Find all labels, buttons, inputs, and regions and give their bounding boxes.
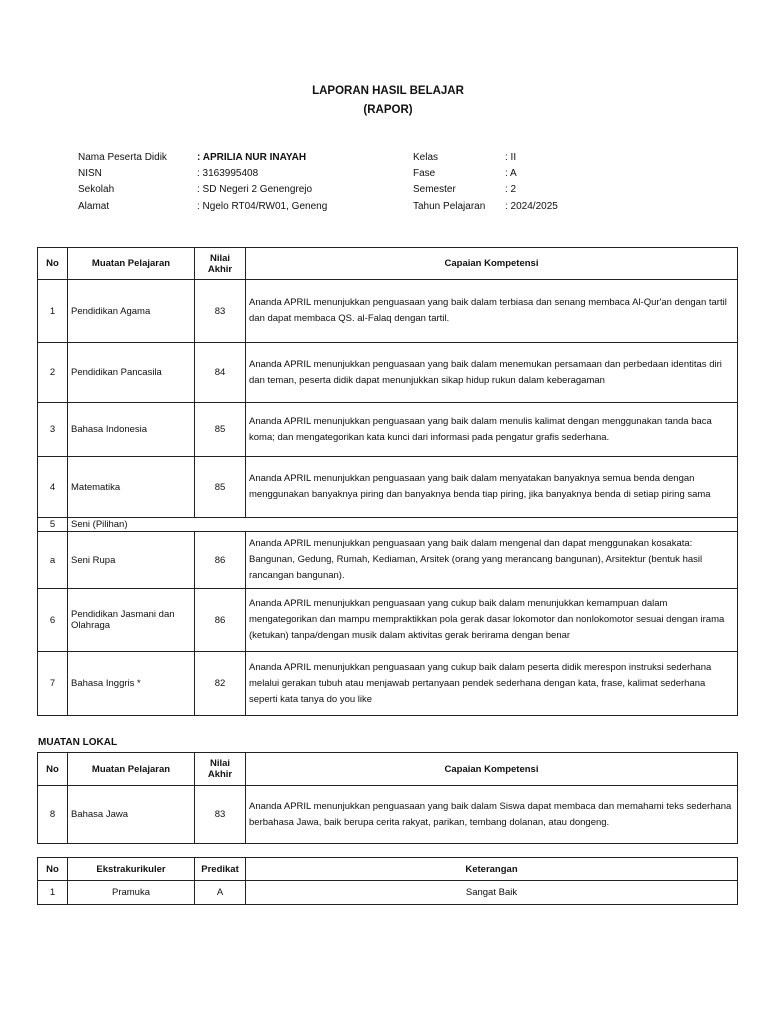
row-no: 7 xyxy=(38,652,68,716)
row-score: 82 xyxy=(195,652,246,716)
name-value: : APRILIA NUR INAYAH xyxy=(197,152,307,163)
row-note: Sangat Baik xyxy=(246,881,738,905)
table-row xyxy=(38,589,738,652)
row-no: 3 xyxy=(38,403,68,457)
semester-value: : 2 xyxy=(505,184,517,195)
row-competence: Ananda APRIL menunjukkan penguasaan yang baik dalam menyatakan banyaknya semua benda dengan menggunakan banyaknya piring dan banyaknya benda tiap piring, jika banyaknya benda di setiap piring sama xyxy=(246,457,738,518)
nisn-value: : 3163995408 xyxy=(197,168,259,179)
row-score: 83 xyxy=(195,786,246,844)
table-row xyxy=(38,786,738,844)
table-header-row xyxy=(38,248,738,280)
table-row xyxy=(38,652,738,716)
name-label: Nama Peserta Didik xyxy=(78,152,167,163)
header-activity: Ekstrakurikuler xyxy=(68,858,195,881)
row-subject: Bahasa Jawa xyxy=(68,786,195,844)
semester-label: Semester xyxy=(413,184,456,195)
year-label: Tahun Pelajaran xyxy=(413,201,486,212)
school-label: Sekolah xyxy=(78,184,115,195)
row-subject: Matematika xyxy=(68,457,195,518)
class-label: Kelas xyxy=(413,152,439,163)
table-row xyxy=(38,518,738,532)
table-row xyxy=(38,403,738,457)
class-value: : II xyxy=(505,152,517,163)
row-competence: Ananda APRIL menunjukkan penguasaan yang baik dalam terbiasa dan senang membaca Al-Qur'an dengan tartil dan dapat membaca QS. al-Falaq dengan tartil. xyxy=(246,280,738,343)
school-value: : SD Negeri 2 Genengrejo xyxy=(197,184,313,195)
row-subject: Pendidikan Jasmani dan Olahraga xyxy=(68,589,195,652)
row-no: 6 xyxy=(38,589,68,652)
year-value: : 2024/2025 xyxy=(505,201,558,212)
table-row xyxy=(38,280,738,343)
table-row xyxy=(38,881,738,905)
row-no: 2 xyxy=(38,343,68,403)
row-subject: Pendidikan Pancasila xyxy=(68,343,195,403)
row-competence: Ananda APRIL menunjukkan penguasaan yang baik dalam mengenal dan dapat menggunakan kosakata: Bangunan, Gedung, Rumah, Kediaman, Arsitek (orang yang merancang bangunan), Arsitektur (bentuk hasil rancangan bangunan). xyxy=(246,532,738,589)
row-competence: Ananda APRIL menunjukkan penguasaan yang baik dalam Siswa dapat membaca dan memahami teks sederhana berbahasa Jawa, baik berupa cerita rakyat, parikan, tembang dolanan, atau dongeng. xyxy=(246,786,738,844)
row-no: 4 xyxy=(38,457,68,518)
header-score: Nilai Akhir xyxy=(195,753,246,786)
header-subject: Muatan Pelajaran xyxy=(68,248,195,280)
row-activity: Pramuka xyxy=(68,881,195,905)
header-score: Nilai Akhir xyxy=(195,248,246,280)
header-competence: Capaian Kompetensi xyxy=(246,248,738,280)
row-no: 1 xyxy=(38,881,68,905)
table-row xyxy=(38,343,738,403)
row-no: 1 xyxy=(38,280,68,343)
phase-value: : A xyxy=(505,168,517,179)
table-header-row xyxy=(38,753,738,786)
address-label: Alamat xyxy=(78,201,110,212)
report-subtitle: (RAPOR) xyxy=(363,104,413,116)
row-competence: Ananda APRIL menunjukkan penguasaan yang baik dalam menulis kalimat dengan menggunakan tanda baca koma; dan mengategorikan kata kunci dari informasi pada pengatur grafis sederhana. xyxy=(246,403,738,457)
row-competence: Ananda APRIL menunjukkan penguasaan yang cukup baik dalam peserta didik merespon instruksi sederhana melalui gerakan tubuh atau menjawab pertanyaan pendek sederhana dengan kata, frase, kalimat sederhana seperti kata tanya do you like xyxy=(246,652,738,716)
main-subjects-table xyxy=(37,247,738,716)
row-subject: Bahasa Inggris * xyxy=(68,652,195,716)
row-subject: Seni Rupa xyxy=(68,532,195,589)
header-no: No xyxy=(38,753,68,786)
header-no: No xyxy=(38,248,68,280)
extracurricular-table xyxy=(37,857,738,905)
row-score: 83 xyxy=(195,280,246,343)
report-title: LAPORAN HASIL BELAJAR xyxy=(312,85,464,97)
row-grade: A xyxy=(195,881,246,905)
row-competence: Ananda APRIL menunjukkan penguasaan yang cukup baik dalam menunjukkan kemampuan dalam mengategorikan dan mampu mempraktikkan pola gerak dasar lokomotor dan nonlokomotor sesuai dengan irama (ketukan) tanpa/dengan musik dalam aktivitas gerak berirama dengan benar xyxy=(246,589,738,652)
row-score: 86 xyxy=(195,589,246,652)
row-score: 86 xyxy=(195,532,246,589)
header-note: Keterangan xyxy=(246,858,738,881)
local-section-title: MUATAN LOKAL xyxy=(38,737,118,748)
address-value: : Ngelo RT04/RW01, Geneng xyxy=(197,201,328,212)
row-subject: Pendidikan Agama xyxy=(68,280,195,343)
header-no: No xyxy=(38,858,68,881)
row-score: 84 xyxy=(195,343,246,403)
row-no: 5 xyxy=(38,518,68,532)
header-competence: Capaian Kompetensi xyxy=(246,753,738,786)
header-subject: Muatan Pelajaran xyxy=(68,753,195,786)
row-no: 8 xyxy=(38,786,68,844)
nisn-label: NISN xyxy=(78,168,102,179)
header-grade: Predikat xyxy=(195,858,246,881)
row-subject: Seni (Pilihan) xyxy=(68,518,738,532)
row-no: a xyxy=(38,532,68,589)
row-competence: Ananda APRIL menunjukkan penguasaan yang baik dalam menemukan persamaan dan perbedaan identitas diri dan teman, peserta didik dapat menunjukkan sikap hidup rukun dalam keberagaman xyxy=(246,343,738,403)
table-row xyxy=(38,532,738,589)
local-subjects-table xyxy=(37,752,738,844)
phase-label: Fase xyxy=(413,168,436,179)
row-score: 85 xyxy=(195,403,246,457)
row-subject: Bahasa Indonesia xyxy=(68,403,195,457)
row-score: 85 xyxy=(195,457,246,518)
table-row xyxy=(38,457,738,518)
table-header-row xyxy=(38,858,738,881)
